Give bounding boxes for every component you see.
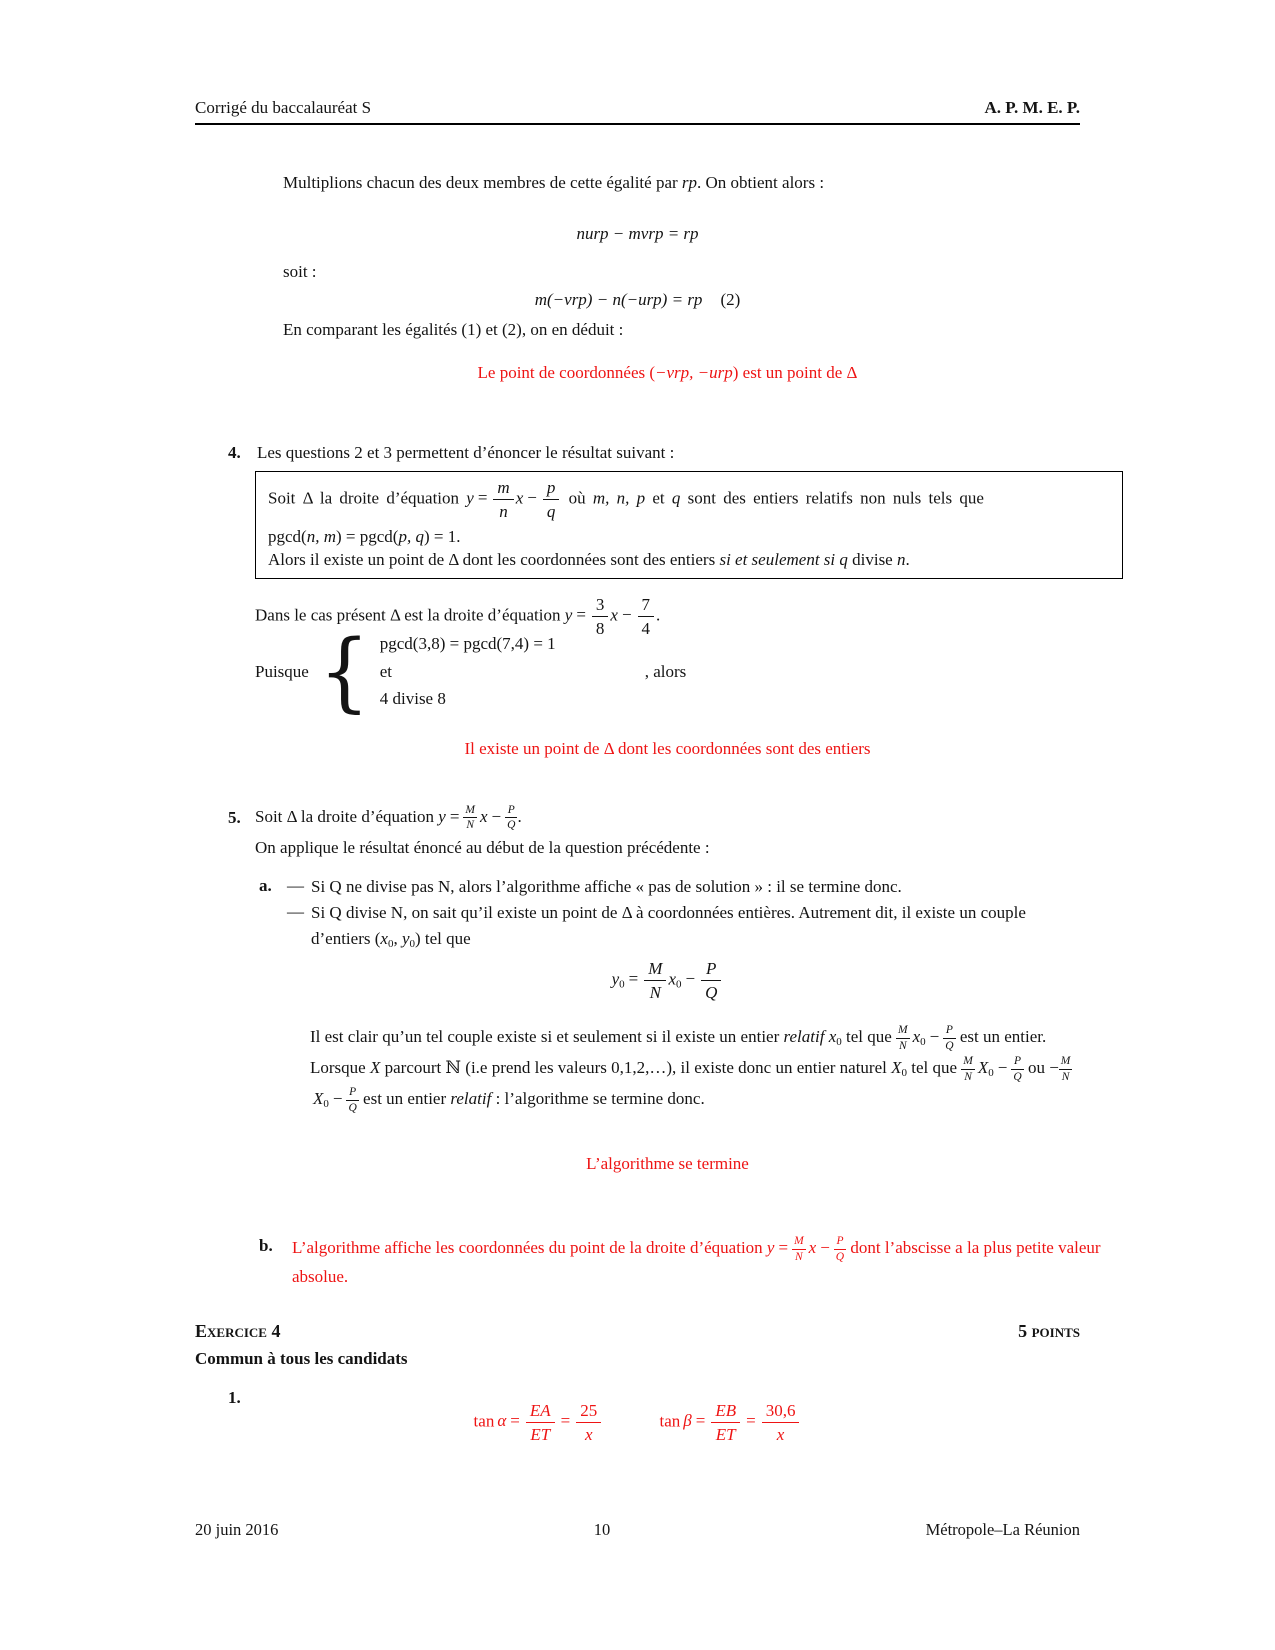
paragraph-comparant: En comparant les égalités (1) et (2), on en déduit :	[283, 320, 624, 339]
text-run: ou −	[1023, 1058, 1059, 1077]
bullet-2-text	[311, 900, 1081, 957]
fraction-M-N: $\frac{M}{N}$	[465, 804, 475, 832]
subscript: 0	[323, 1098, 329, 1110]
math-run: m(−vrp) − n(−urp) = rp	[534, 290, 703, 309]
item-5-lead	[255, 804, 522, 832]
paragraph-justification	[310, 1024, 1083, 1117]
theorem-line-2	[268, 525, 1110, 548]
text-run: où	[561, 488, 593, 508]
text-run: dont l’abscisse a la plus petite valeur absolue.	[292, 1238, 1101, 1286]
math-run: n, m	[306, 527, 336, 547]
exercise-4-heading	[195, 1318, 1080, 1344]
fraction-P-Q: $\frac{P}{Q}$	[507, 804, 516, 832]
text-run: ) = pgcd(	[336, 527, 399, 547]
equals-sign: =	[778, 1238, 789, 1257]
text-run: ) = 1.	[423, 527, 461, 547]
math-run: x	[380, 929, 388, 948]
fraction-P-Q: $\frac{P}{Q}$	[835, 1235, 845, 1263]
equals-sign: =	[746, 1411, 756, 1431]
text-run: Alors il existe un point de Δ dont les coordonnées sont des entiers	[268, 550, 720, 570]
page-footer	[195, 1518, 1080, 1542]
text-run: sont des entiers relatifs non nuls tels que	[680, 488, 984, 508]
text-run: est un entier.	[955, 1027, 1047, 1046]
item-a-label: a.	[259, 876, 272, 895]
red-conclusion-point-delta	[255, 361, 1080, 386]
justification-part-2	[310, 1055, 1083, 1117]
equals-sign: =	[449, 806, 460, 826]
subscript: 0	[619, 978, 625, 991]
text-run: L’algorithme affiche les coordonnées du point de la droite d’équation	[292, 1238, 767, 1257]
fraction-p-q: $\frac{p}{q}$	[541, 477, 562, 522]
dash-bullet: —	[287, 876, 304, 895]
display-equation-1: nurp − mvrp = rp	[576, 224, 699, 243]
text-run: et	[645, 488, 672, 508]
theorem-box	[255, 471, 1123, 579]
text-run: divise	[847, 550, 897, 570]
subscript: 0	[675, 978, 682, 991]
item-1-number: 1.	[228, 1388, 241, 1407]
item-a-bullet-1	[287, 874, 1081, 900]
math-run: q	[671, 488, 681, 508]
justification-part-1	[310, 1024, 1083, 1055]
minus-sign: −	[820, 1238, 830, 1257]
alors-label: , alors	[644, 661, 687, 681]
fraction-EB-ET: $\frac{EB}{ET}$	[709, 1400, 742, 1445]
puisque-block	[255, 621, 687, 722]
math-run: X	[313, 1089, 324, 1108]
condition-pgcd: pgcd(3,8) = pgcd(7,4) = 1	[379, 634, 556, 654]
math-run: p, q	[398, 527, 424, 547]
footer-page-number: 10	[593, 1520, 611, 1539]
condition-et: et	[379, 661, 393, 681]
header-right-apmep: A. P. M. E. P.	[984, 98, 1080, 117]
tan-equations	[195, 1400, 1080, 1445]
item-b-label: b.	[259, 1236, 273, 1255]
subscript: 0	[988, 1067, 994, 1079]
item-a-bullet-2	[287, 900, 1081, 957]
fraction-306-x: $\frac{30,6}{x}$	[760, 1400, 802, 1445]
text-run: Il est clair qu’un tel couple existe si et seulement si il existe un entier	[310, 1027, 784, 1046]
item-5-lead-2: On applique le résultat énoncé au début de la question précédente :	[255, 838, 710, 857]
theorem-line-1	[268, 477, 1110, 522]
header-left: Corrigé du baccalauréat S	[195, 98, 372, 117]
text-run: .	[517, 806, 522, 826]
text-run: ) est un point de Δ	[732, 363, 858, 382]
equals-sign: =	[510, 1411, 520, 1431]
math-run: y	[438, 806, 446, 826]
text-run: . On obtient alors :	[697, 173, 825, 192]
math-run: y	[766, 1238, 775, 1257]
fraction-EA-ET: $\frac{EA}{ET}$	[524, 1400, 557, 1445]
fraction-m-n: $\frac{m}{n}$	[491, 477, 515, 522]
math-run: x	[515, 488, 524, 508]
exercise-subtitle: Commun à tous les candidats	[195, 1349, 408, 1368]
subscript: 0	[920, 1036, 926, 1048]
math-run: x	[808, 1238, 817, 1257]
math-run: X	[891, 1058, 902, 1077]
tan-beta-equation	[659, 1400, 801, 1445]
minus-sign: −	[997, 1058, 1008, 1077]
item-5-number: 5.	[228, 808, 241, 827]
text-run: Le point de coordonnées (	[477, 363, 656, 382]
math-run: y	[401, 929, 410, 948]
dash-bullet: —	[287, 902, 304, 921]
fraction-P-Q: $\frac{P}{Q}$	[699, 958, 723, 1003]
text-run: Lorsque	[310, 1058, 370, 1077]
header-rule	[195, 123, 1080, 125]
red-conclusion-existe-point: Il existe un point de Δ dont les coordonnées sont des entiers	[464, 739, 871, 758]
math-run: relatif	[450, 1089, 492, 1108]
fraction-P-Q: $\frac{P}{Q}$	[945, 1024, 954, 1052]
minus-sign: −	[527, 488, 537, 508]
minus-sign: −	[621, 605, 632, 625]
math-run: m, n, p	[592, 488, 646, 508]
text-run: Soit Δ la droite d’équation	[268, 488, 467, 508]
item-4-number: 4.	[228, 443, 241, 462]
text-run: : l’algorithme se termine donc.	[491, 1089, 705, 1108]
exercise-points: 5 points	[1018, 1321, 1080, 1341]
footer-location: Métropole–La Réunion	[925, 1520, 1080, 1539]
puisque-label: Puisque	[255, 661, 309, 681]
math-run: x	[912, 1027, 921, 1046]
text-run: tel que	[907, 1058, 962, 1077]
fraction-7-4: $\frac{7}{4}$	[636, 594, 657, 639]
math-run: relatif x	[783, 1027, 837, 1046]
text-run: parcourt ℕ (i.e prend les valeurs 0,1,2,…), il existe donc un entier naturel	[380, 1058, 892, 1077]
item-4-title: Les questions 2 et 3 permettent d’énoncer le résultat suivant :	[257, 443, 675, 462]
bullet-1-text: Si Q ne divise pas N, alors l’algorithme affiche « pas de solution » : il se termine donc.	[311, 877, 902, 896]
text-run: Dans le cas présent Δ est la droite d’équation	[255, 605, 565, 625]
text-run: est un entier	[358, 1089, 451, 1108]
subscript: 0	[836, 1036, 842, 1048]
paragraph-soit: soit :	[283, 262, 317, 281]
text-run: ,	[393, 929, 402, 948]
text-run: Si Q divise N, on sait qu’il existe un point de Δ à coordonnées entières. Autrement dit, il existe un couple d’entiers (	[311, 903, 1026, 948]
text-run: .	[656, 605, 661, 625]
puisque-conditions	[380, 632, 635, 712]
paragraph-multiplions	[283, 171, 824, 196]
math-run: x	[480, 806, 488, 826]
text-run: Multiplions chacun des deux membres de cette égalité par	[283, 173, 682, 192]
fraction-M-N: $\frac{M}{N}$	[963, 1055, 973, 1083]
math-run: X	[369, 1058, 381, 1077]
exercise-title: Exercice 4	[195, 1321, 281, 1341]
math-run: n	[896, 550, 906, 570]
equals-sign: =	[560, 1411, 571, 1431]
footer-date: 20 juin 2016	[195, 1520, 279, 1539]
text-run: pgcd(	[268, 527, 307, 547]
math-run: x	[668, 969, 676, 989]
red-conclusion-algorithme-termine: L’algorithme se termine	[586, 1154, 749, 1173]
fraction-M-N: $\frac{M}{N}$	[642, 958, 668, 1003]
display-equation-y0	[255, 958, 1080, 1003]
minus-sign: −	[929, 1027, 940, 1046]
text-run: ) tel que	[414, 929, 471, 948]
condition-divise: 4 divise 8	[379, 689, 446, 709]
fraction-P-Q: $\frac{P}{Q}$	[1013, 1055, 1022, 1083]
theorem-line-3	[268, 548, 1110, 571]
fraction-M-N: $\frac{M}{N}$	[898, 1024, 908, 1052]
equals-sign: =	[477, 488, 488, 508]
text-run: Soit Δ la droite d’équation	[255, 806, 439, 826]
math-run: −vrp, −urp	[655, 363, 733, 382]
beta-symbol: β	[683, 1411, 692, 1431]
fraction-25-x: $\frac{25}{x}$	[574, 1400, 603, 1445]
fraction-P-Q: $\frac{P}{Q}$	[348, 1086, 357, 1114]
equals-sign: =	[628, 969, 639, 989]
math-run: X	[977, 1058, 989, 1077]
item-b-text	[292, 1234, 1147, 1290]
text-run: .	[905, 550, 910, 570]
tan-label: tan	[659, 1411, 681, 1431]
fraction-3-8: $\frac{3}{8}$	[590, 594, 611, 639]
left-brace: {	[318, 621, 370, 722]
tan-label: tan	[473, 1411, 495, 1431]
equals-sign: =	[576, 605, 586, 625]
alpha-symbol: α	[497, 1411, 507, 1431]
math-run: y	[466, 488, 474, 508]
subscript: 0	[409, 938, 415, 950]
subscript: 0	[901, 1067, 907, 1079]
math-run-rp: rp	[681, 173, 698, 192]
math-run: si et seulement si q	[719, 550, 848, 570]
equals-sign: =	[695, 1411, 706, 1431]
fraction-M-N: $\frac{M}{N}$	[794, 1235, 804, 1263]
math-run: y	[564, 605, 573, 625]
text-run: tel que	[841, 1027, 897, 1046]
equation-tag: (2)	[720, 290, 741, 309]
tan-alpha-equation	[474, 1400, 604, 1445]
subscript: 0	[387, 938, 394, 950]
minus-sign: −	[491, 806, 502, 826]
minus-sign: −	[685, 969, 696, 989]
fraction-M-N: $\frac{M}{N}$	[1060, 1055, 1071, 1083]
display-equation-2	[195, 288, 1080, 313]
math-run: y	[611, 969, 620, 989]
minus-sign: −	[332, 1089, 343, 1108]
math-run: x	[610, 605, 618, 625]
